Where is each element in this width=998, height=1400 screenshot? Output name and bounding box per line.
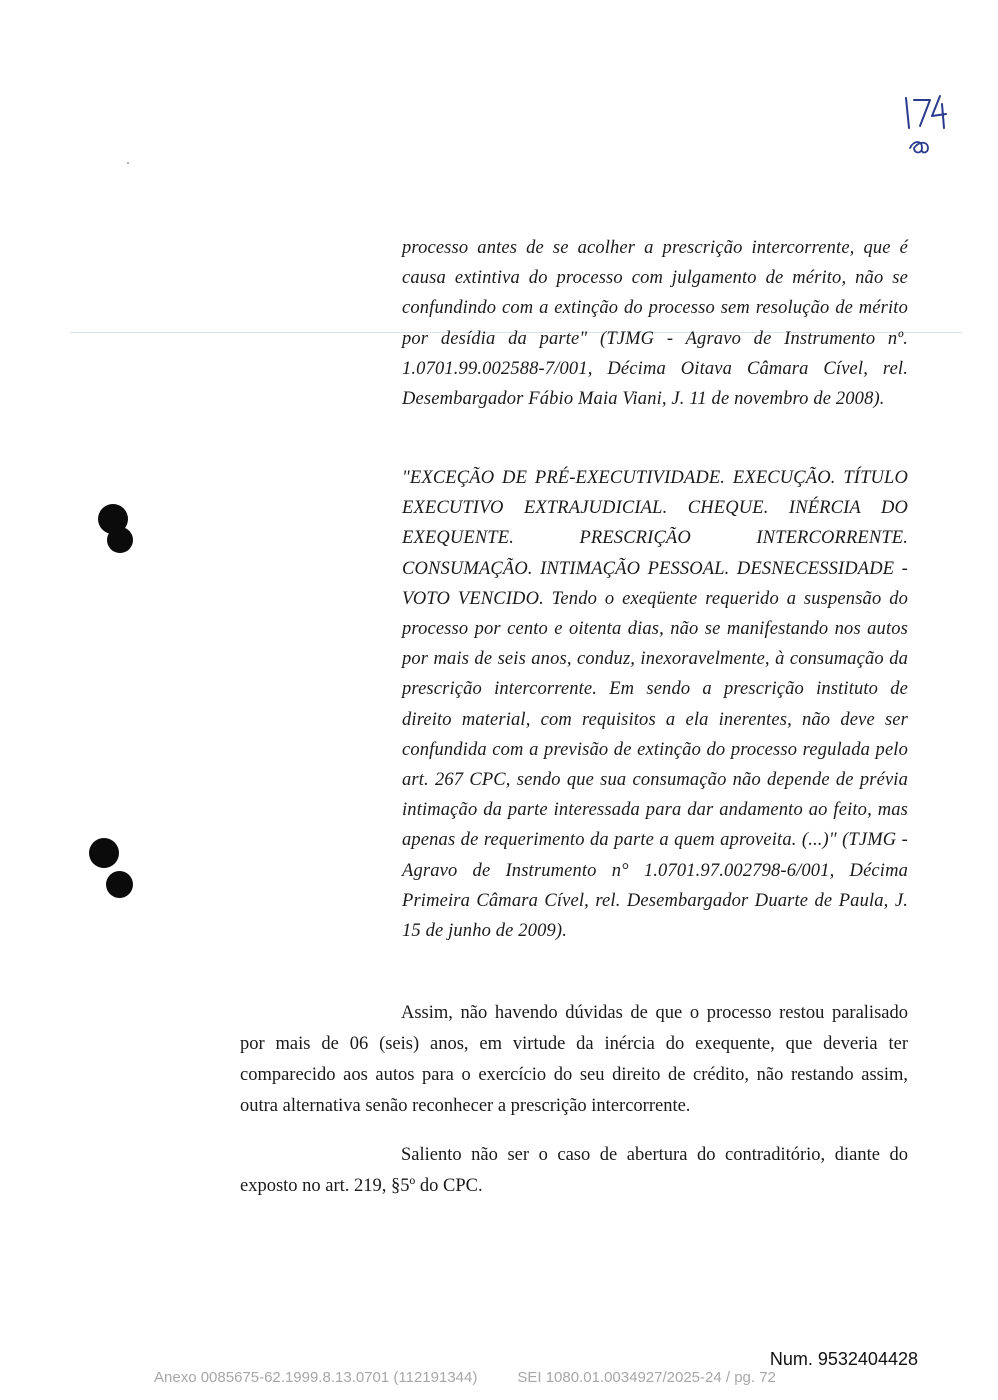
body-paragraph-contraditorio: Saliento não ser o caso de abertura do contraditório, diante do exposto no art. 219, §5º do CPC. (240, 1145, 908, 1196)
handwritten-folio-mark (900, 92, 960, 162)
sei-reference: SEI 1080.01.0034927/2025-24 / pg. 72 (517, 1369, 776, 1386)
citation-quote-tjmg-1 (402, 233, 908, 414)
punch-hole (89, 838, 119, 868)
body-paragraph-conclusion: Assim, não havendo dúvidas de que o processo restou paralisado por mais de 06 (seis) anos, em virtude da inércia do exequente, que deveria ter comparecido aos autos para o exercício do seu direito de crédito, não restando assim, outra alternativa senão reconhecer a prescrição intercorrente. (240, 1003, 908, 1116)
document-number: Num. 9532404428 (769, 1349, 918, 1369)
quote-text: "EXCEÇÃO DE PRÉ-EXECUTIVIDADE. EXECUÇÃO. TÍTULO EXECUTIVO EXTRAJUDICIAL. CHEQUE. INÉRCIA DO EXEQUENTE. PRESCRIÇÃO INTERCORRENTE. CONSUMAÇÃO. INTIMAÇÃO PESSOAL. DESNECESSIDADE - VOTO VENCIDO. Tendo o exeqüente requerido a suspensão do processo por cento e oitenta dias, não se manifestando nos autos por mais de seis anos, conduz, inexoravelmente, à consumação da prescrição intercorrente. Em sendo a prescrição instituto de direito material, com requisitos a ela inerentes, não deve ser confundida com a previsão de extinção do processo regulada pelo art. 267 CPC, sendo que sua consumação não depende de prévia intimação da parte interessada para dar andamento ao feito, mas apenas de requerimento da parte a quem aproveita. (...)" (TJMG - Agravo de Instrumento n° 1.0701.97.002798-6/001, Décima Primeira Câmara Cível, rel. Desembargador Duarte de Paula, J. 15 de junho de 2009). (402, 468, 908, 942)
quote-text: processo antes de se acolher a prescrição intercorrente, que é causa extintiva do processo com julgamento de mérito, não se confundindo com a extinção do processo sem resolução de mérito por desídia da parte" (TJMG - Agravo de Instrumento nº. 1.0701.99.002588-7/001, Décima Oitava Câmara Cível, rel. Desembargador Fábio Maia Viani, J. 11 de novembro de 2008). (402, 238, 908, 410)
footer-annex-line (154, 1369, 776, 1386)
punch-hole (106, 871, 133, 898)
citation-quote-tjmg-2 (402, 463, 908, 946)
punch-hole (107, 527, 133, 553)
annex-reference: Anexo 0085675-62.1999.8.13.0701 (112191344) (154, 1369, 478, 1386)
scan-speck (127, 162, 129, 164)
